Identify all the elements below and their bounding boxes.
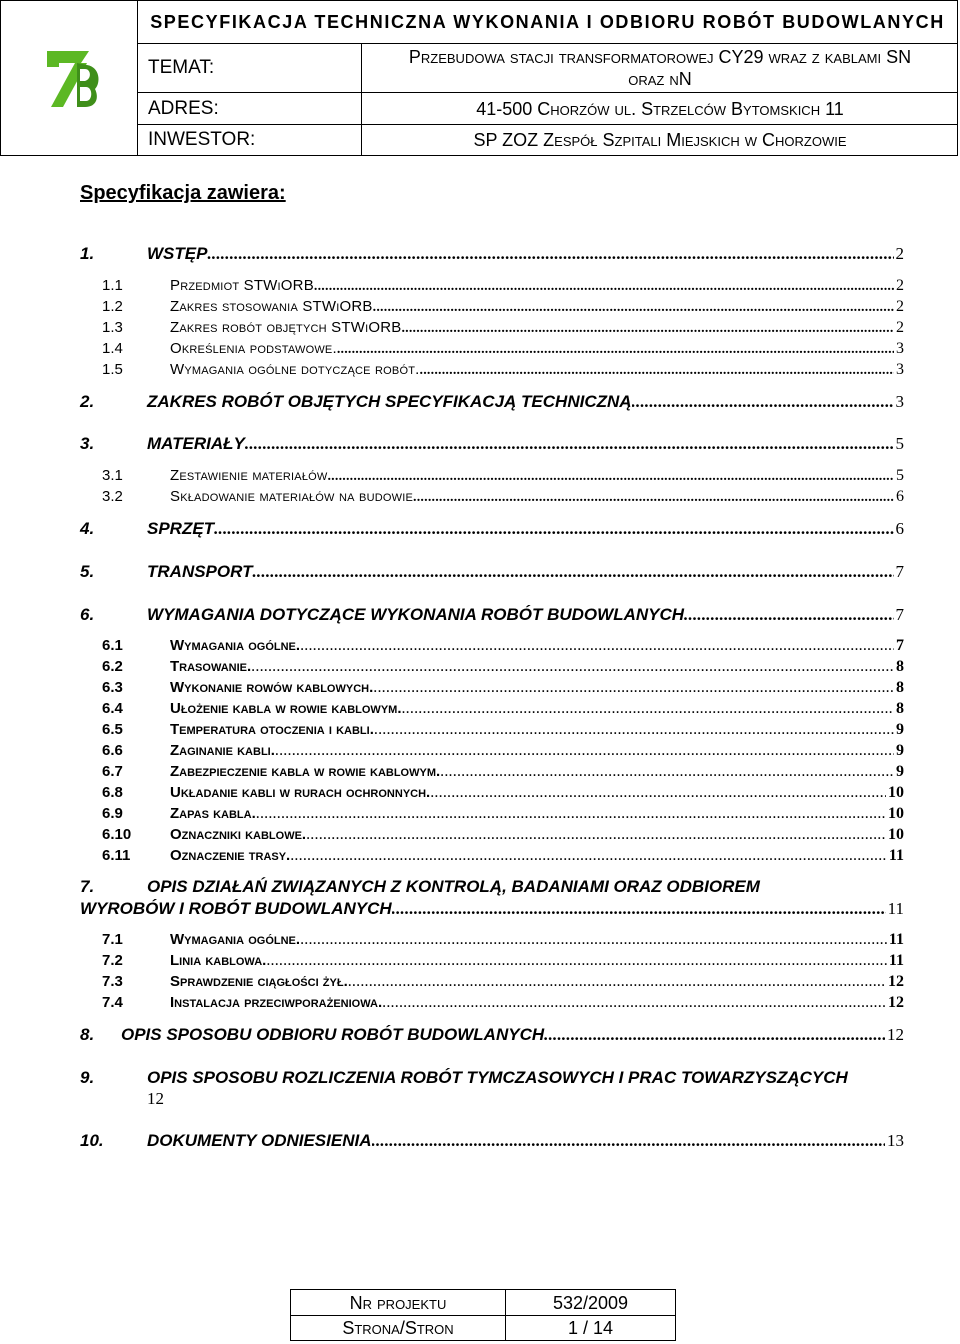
project-number-value: 532/2009 bbox=[552, 1293, 629, 1313]
toc-entry-9[interactable] bbox=[80, 1068, 848, 1088]
toc-leader bbox=[256, 805, 886, 823]
toc-number: 4. bbox=[80, 519, 95, 538]
toc-page: 8 bbox=[896, 679, 904, 696]
toc-leader bbox=[430, 784, 886, 802]
page-count-label: Strona/Stron bbox=[291, 1315, 506, 1340]
toc-number: 8. bbox=[80, 1025, 95, 1044]
toc-number: 7.3 bbox=[102, 973, 123, 990]
toc-page: 10 bbox=[888, 784, 904, 801]
toc-title: Określenia podstawowe. bbox=[170, 340, 337, 357]
toc-page: 12 bbox=[888, 994, 904, 1011]
toc-title: OPIS SPOSOBU ODBIORU ROBÓT BUDOWLANYCH bbox=[121, 1025, 545, 1044]
toc-title: Przedmiot STWiORB bbox=[170, 277, 314, 294]
toc-entry-6-1[interactable] bbox=[80, 637, 904, 655]
toc-page: 12 bbox=[888, 973, 904, 990]
toc-entry-1[interactable] bbox=[80, 244, 904, 262]
toc-number: 1.4 bbox=[102, 340, 123, 357]
toc-entry-6-9[interactable] bbox=[80, 805, 904, 823]
toc-number: 1.2 bbox=[102, 298, 123, 315]
toc-page: 11 bbox=[888, 847, 904, 864]
toc-page: 6 bbox=[896, 488, 904, 505]
toc-page: 5 bbox=[895, 434, 904, 453]
toc-leader bbox=[440, 763, 894, 781]
toc-entry-7-3[interactable] bbox=[80, 973, 904, 991]
toc-entry-6-6[interactable] bbox=[80, 742, 904, 760]
toc-entry-6-8[interactable] bbox=[80, 784, 904, 802]
toc-title: Sprawdzenie ciągłości żył. bbox=[170, 973, 348, 990]
spec-title: SPECYFIKACJA TECHNICZNA WYKONANIA I ODBIORU ROBÓT BUDOWLANYCH bbox=[138, 1, 957, 44]
toc-number: 7.2 bbox=[102, 952, 123, 969]
toc-leader bbox=[214, 519, 893, 539]
toc-number: 7. bbox=[80, 877, 95, 896]
toc-entry-1-1[interactable] bbox=[80, 277, 904, 295]
adres-row bbox=[138, 93, 957, 125]
toc-number: 3.1 bbox=[102, 467, 123, 484]
toc-page: 7 bbox=[896, 637, 904, 654]
toc-page: 2 bbox=[896, 319, 904, 336]
temat-row bbox=[138, 44, 957, 93]
toc-entry-2[interactable] bbox=[80, 392, 904, 410]
toc-leader bbox=[348, 973, 886, 991]
toc-title: Zaginanie kabli. bbox=[170, 742, 275, 759]
toc-title: Trasowanie. bbox=[170, 658, 252, 675]
toc-entry-7-2[interactable] bbox=[80, 952, 904, 970]
toc-number: 6.11 bbox=[102, 847, 131, 864]
toc-leader bbox=[314, 279, 894, 295]
toc-title: Wymagania ogólne dotyczące robót. bbox=[170, 361, 420, 378]
logo-cell bbox=[1, 1, 138, 155]
toc-title: Wymagania ogólne. bbox=[170, 637, 301, 654]
page-count-row bbox=[291, 1315, 675, 1340]
toc-leader bbox=[374, 721, 894, 739]
toc-number: 6.6 bbox=[102, 742, 123, 759]
toc-entry-1-3[interactable] bbox=[80, 319, 904, 337]
toc-entry-3-2[interactable] bbox=[80, 488, 904, 506]
toc-number: 1.1 bbox=[102, 277, 123, 294]
toc-leader bbox=[382, 994, 886, 1012]
toc-title: TRANSPORT bbox=[147, 562, 253, 581]
toc-page: 12 bbox=[887, 1025, 904, 1044]
toc-leader bbox=[401, 321, 894, 337]
contents-heading: Specyfikacja zawiera: bbox=[80, 182, 286, 204]
toc-number: 10. bbox=[80, 1131, 104, 1150]
toc-leader bbox=[266, 952, 887, 970]
toc-entry-3-1[interactable] bbox=[80, 467, 904, 485]
toc-entry-7-line2[interactable] bbox=[80, 899, 904, 917]
toc-entry-6-4[interactable] bbox=[80, 700, 904, 718]
toc-page: 11 bbox=[888, 931, 904, 948]
toc-page: 13 bbox=[887, 1131, 904, 1150]
toc-page: 9 bbox=[896, 721, 904, 738]
toc-entry-6-3[interactable] bbox=[80, 679, 904, 697]
toc-number: 6.7 bbox=[102, 763, 123, 780]
toc-number: 6.10 bbox=[102, 826, 132, 843]
toc-title: Składowanie materiałów na budowie bbox=[170, 488, 414, 505]
toc-entry-10[interactable] bbox=[80, 1131, 904, 1149]
toc-title: Linia kablowa. bbox=[170, 952, 267, 969]
toc-leader bbox=[251, 658, 894, 676]
toc-page-9: 12 bbox=[147, 1089, 164, 1108]
toc-page: 10 bbox=[888, 826, 904, 843]
toc-title: Instalacja przeciwporażeniowa. bbox=[170, 994, 383, 1011]
toc-entry-3[interactable] bbox=[80, 434, 904, 452]
toc-title: SPRZĘT bbox=[147, 519, 215, 538]
toc-page: 9 bbox=[896, 763, 904, 780]
toc-page: 7 bbox=[895, 562, 904, 581]
toc-leader bbox=[300, 931, 887, 949]
toc-leader bbox=[372, 1131, 886, 1151]
toc-number: 6.2 bbox=[102, 658, 123, 675]
toc-number: 1. bbox=[80, 244, 95, 263]
inwestor-value: SP ZOZ Zespół Szpitali Miejskich w Chorzowie bbox=[473, 130, 847, 150]
toc-page: 6 bbox=[895, 519, 904, 538]
toc-page: 11 bbox=[888, 952, 904, 969]
toc-number: 6.1 bbox=[102, 637, 123, 654]
toc-title: Ułożenie kabla w rowie kablowym. bbox=[170, 700, 402, 717]
toc-leader bbox=[290, 847, 887, 865]
toc-number: 6.9 bbox=[102, 805, 123, 822]
temat-label: TEMAT: bbox=[138, 44, 362, 92]
page-count-value: 1 / 14 bbox=[567, 1318, 614, 1338]
toc-page: 2 bbox=[895, 244, 904, 263]
toc-number: 6.3 bbox=[102, 679, 123, 696]
toc-page: 9 bbox=[896, 742, 904, 759]
toc-entry-6-7[interactable] bbox=[80, 763, 904, 781]
inwestor-label: INWESTOR: bbox=[138, 125, 362, 155]
toc-title: Wymagania ogólne. bbox=[170, 931, 301, 948]
toc-entry-5[interactable] bbox=[80, 562, 904, 580]
toc-title: Układanie kabli w rurach ochronnych. bbox=[170, 784, 431, 801]
toc-leader bbox=[245, 434, 894, 454]
toc-entry-6-2[interactable] bbox=[80, 658, 904, 676]
toc-number: 6.4 bbox=[102, 700, 123, 717]
toc-entry-1-5[interactable] bbox=[80, 361, 904, 379]
toc-number: 5. bbox=[80, 562, 95, 581]
toc-number: 6.5 bbox=[102, 721, 123, 738]
temat-value-line2: oraz nN bbox=[628, 69, 692, 89]
temat-value-line1: Przebudowa stacji transformatorowej CY29 wraz z kablami SN bbox=[408, 47, 912, 67]
toc-leader bbox=[275, 742, 894, 760]
footer-info-table bbox=[290, 1289, 676, 1341]
toc-leader bbox=[327, 469, 894, 485]
adres-value: 41-500 Chorzów ul. Strzelców Bytomskich 11 bbox=[476, 98, 844, 119]
toc-entry-1-2[interactable] bbox=[80, 298, 904, 316]
toc-entry-4[interactable] bbox=[80, 519, 904, 537]
toc-title: WSTĘP bbox=[147, 244, 208, 263]
toc-entry-7-1[interactable] bbox=[80, 931, 904, 949]
company-logo bbox=[1, 1, 137, 155]
toc-leader bbox=[413, 490, 894, 506]
toc-page: 7 bbox=[895, 605, 904, 624]
toc-title: Zakres robót objętych STWiORB bbox=[170, 319, 402, 336]
toc-title: Oznaczniki kablowe. bbox=[170, 826, 307, 843]
toc-number: 6. bbox=[80, 605, 95, 624]
toc-entry-7-4[interactable] bbox=[80, 994, 904, 1012]
document-header bbox=[0, 0, 958, 156]
toc-leader bbox=[684, 605, 893, 625]
inwestor-row bbox=[138, 125, 957, 155]
toc-entry-1-4[interactable] bbox=[80, 340, 904, 358]
toc-entry-8[interactable] bbox=[80, 1025, 904, 1043]
toc-leader bbox=[401, 700, 894, 718]
toc-page: 2 bbox=[896, 298, 904, 315]
toc-number: 1.5 bbox=[102, 361, 123, 378]
toc-page: 5 bbox=[896, 467, 904, 484]
toc-leader bbox=[300, 637, 894, 655]
toc-leader bbox=[373, 300, 894, 316]
toc-entry-6-10[interactable] bbox=[80, 826, 904, 844]
toc-leader bbox=[252, 562, 893, 582]
toc-number: 7.4 bbox=[102, 994, 123, 1011]
toc-number: 9. bbox=[80, 1068, 95, 1087]
temat-value bbox=[363, 44, 957, 92]
toc-title: Temperatura otoczenia i kabli. bbox=[170, 721, 374, 738]
toc-page: 8 bbox=[896, 700, 904, 717]
toc-title: Zabezpieczenie kabla w rowie kablowym. bbox=[170, 763, 441, 780]
toc-page: 8 bbox=[896, 658, 904, 675]
toc-title: OPIS SPOSOBU ROZLICZENIA ROBÓT TYMCZASOWYCH I PRAC TOWARZYSZĄCYCH bbox=[147, 1068, 848, 1087]
toc-page: 3 bbox=[896, 340, 904, 357]
toc-number: 1.3 bbox=[102, 319, 123, 336]
toc-title: Zestawienie materiałów bbox=[170, 467, 328, 484]
toc-number: 3. bbox=[80, 434, 95, 453]
toc-entry-6-5[interactable] bbox=[80, 721, 904, 739]
toc-leader bbox=[420, 363, 894, 379]
toc-leader bbox=[306, 826, 886, 844]
toc-title: WYROBÓW I ROBÓT BUDOWLANYCH bbox=[80, 899, 392, 918]
toc-page: 2 bbox=[896, 277, 904, 294]
toc-title: Zakres stosowania STWiORB bbox=[170, 298, 373, 315]
toc-title: ZAKRES ROBÓT OBJĘTYCH SPECYFIKACJĄ TECHNICZNĄ bbox=[147, 392, 632, 411]
toc-number: 6.8 bbox=[102, 784, 123, 801]
toc-leader bbox=[207, 244, 893, 264]
project-number-label: Nr projektu bbox=[291, 1290, 506, 1315]
toc-page: 3 bbox=[895, 392, 904, 411]
toc-title: Wykonanie rowów kablowych. bbox=[170, 679, 374, 696]
toc-title: Zapas kabla. bbox=[170, 805, 256, 822]
toc-leader bbox=[392, 899, 886, 919]
toc-leader bbox=[632, 392, 894, 412]
toc-entry-7-line1[interactable] bbox=[80, 877, 760, 897]
toc-leader bbox=[337, 342, 894, 358]
toc-leader bbox=[373, 679, 894, 697]
toc-title: MATERIAŁY bbox=[147, 434, 245, 453]
toc-page: 3 bbox=[896, 361, 904, 378]
toc-leader bbox=[544, 1025, 885, 1045]
toc-title: WYMAGANIA DOTYCZĄCE WYKONANIA ROBÓT BUDOWLANYCH bbox=[147, 605, 685, 624]
toc-page: 11 bbox=[887, 899, 904, 918]
toc-entry-6[interactable] bbox=[80, 605, 904, 623]
toc-page: 10 bbox=[888, 805, 904, 822]
toc-title: DOKUMENTY ODNIESIENIA bbox=[147, 1131, 372, 1150]
toc-entry-6-11[interactable] bbox=[80, 847, 904, 865]
adres-label: ADRES: bbox=[138, 93, 362, 124]
toc-title: OPIS DZIAŁAŃ ZWIĄZANYCH Z KONTROLĄ, BADANIAMI ORAZ ODBIOREM bbox=[147, 877, 760, 896]
toc-number: 7.1 bbox=[102, 931, 123, 948]
toc-title: Oznaczenie trasy. bbox=[170, 847, 291, 864]
toc-number: 2. bbox=[80, 392, 95, 411]
project-number-row bbox=[291, 1290, 675, 1316]
toc-number: 3.2 bbox=[102, 488, 123, 505]
